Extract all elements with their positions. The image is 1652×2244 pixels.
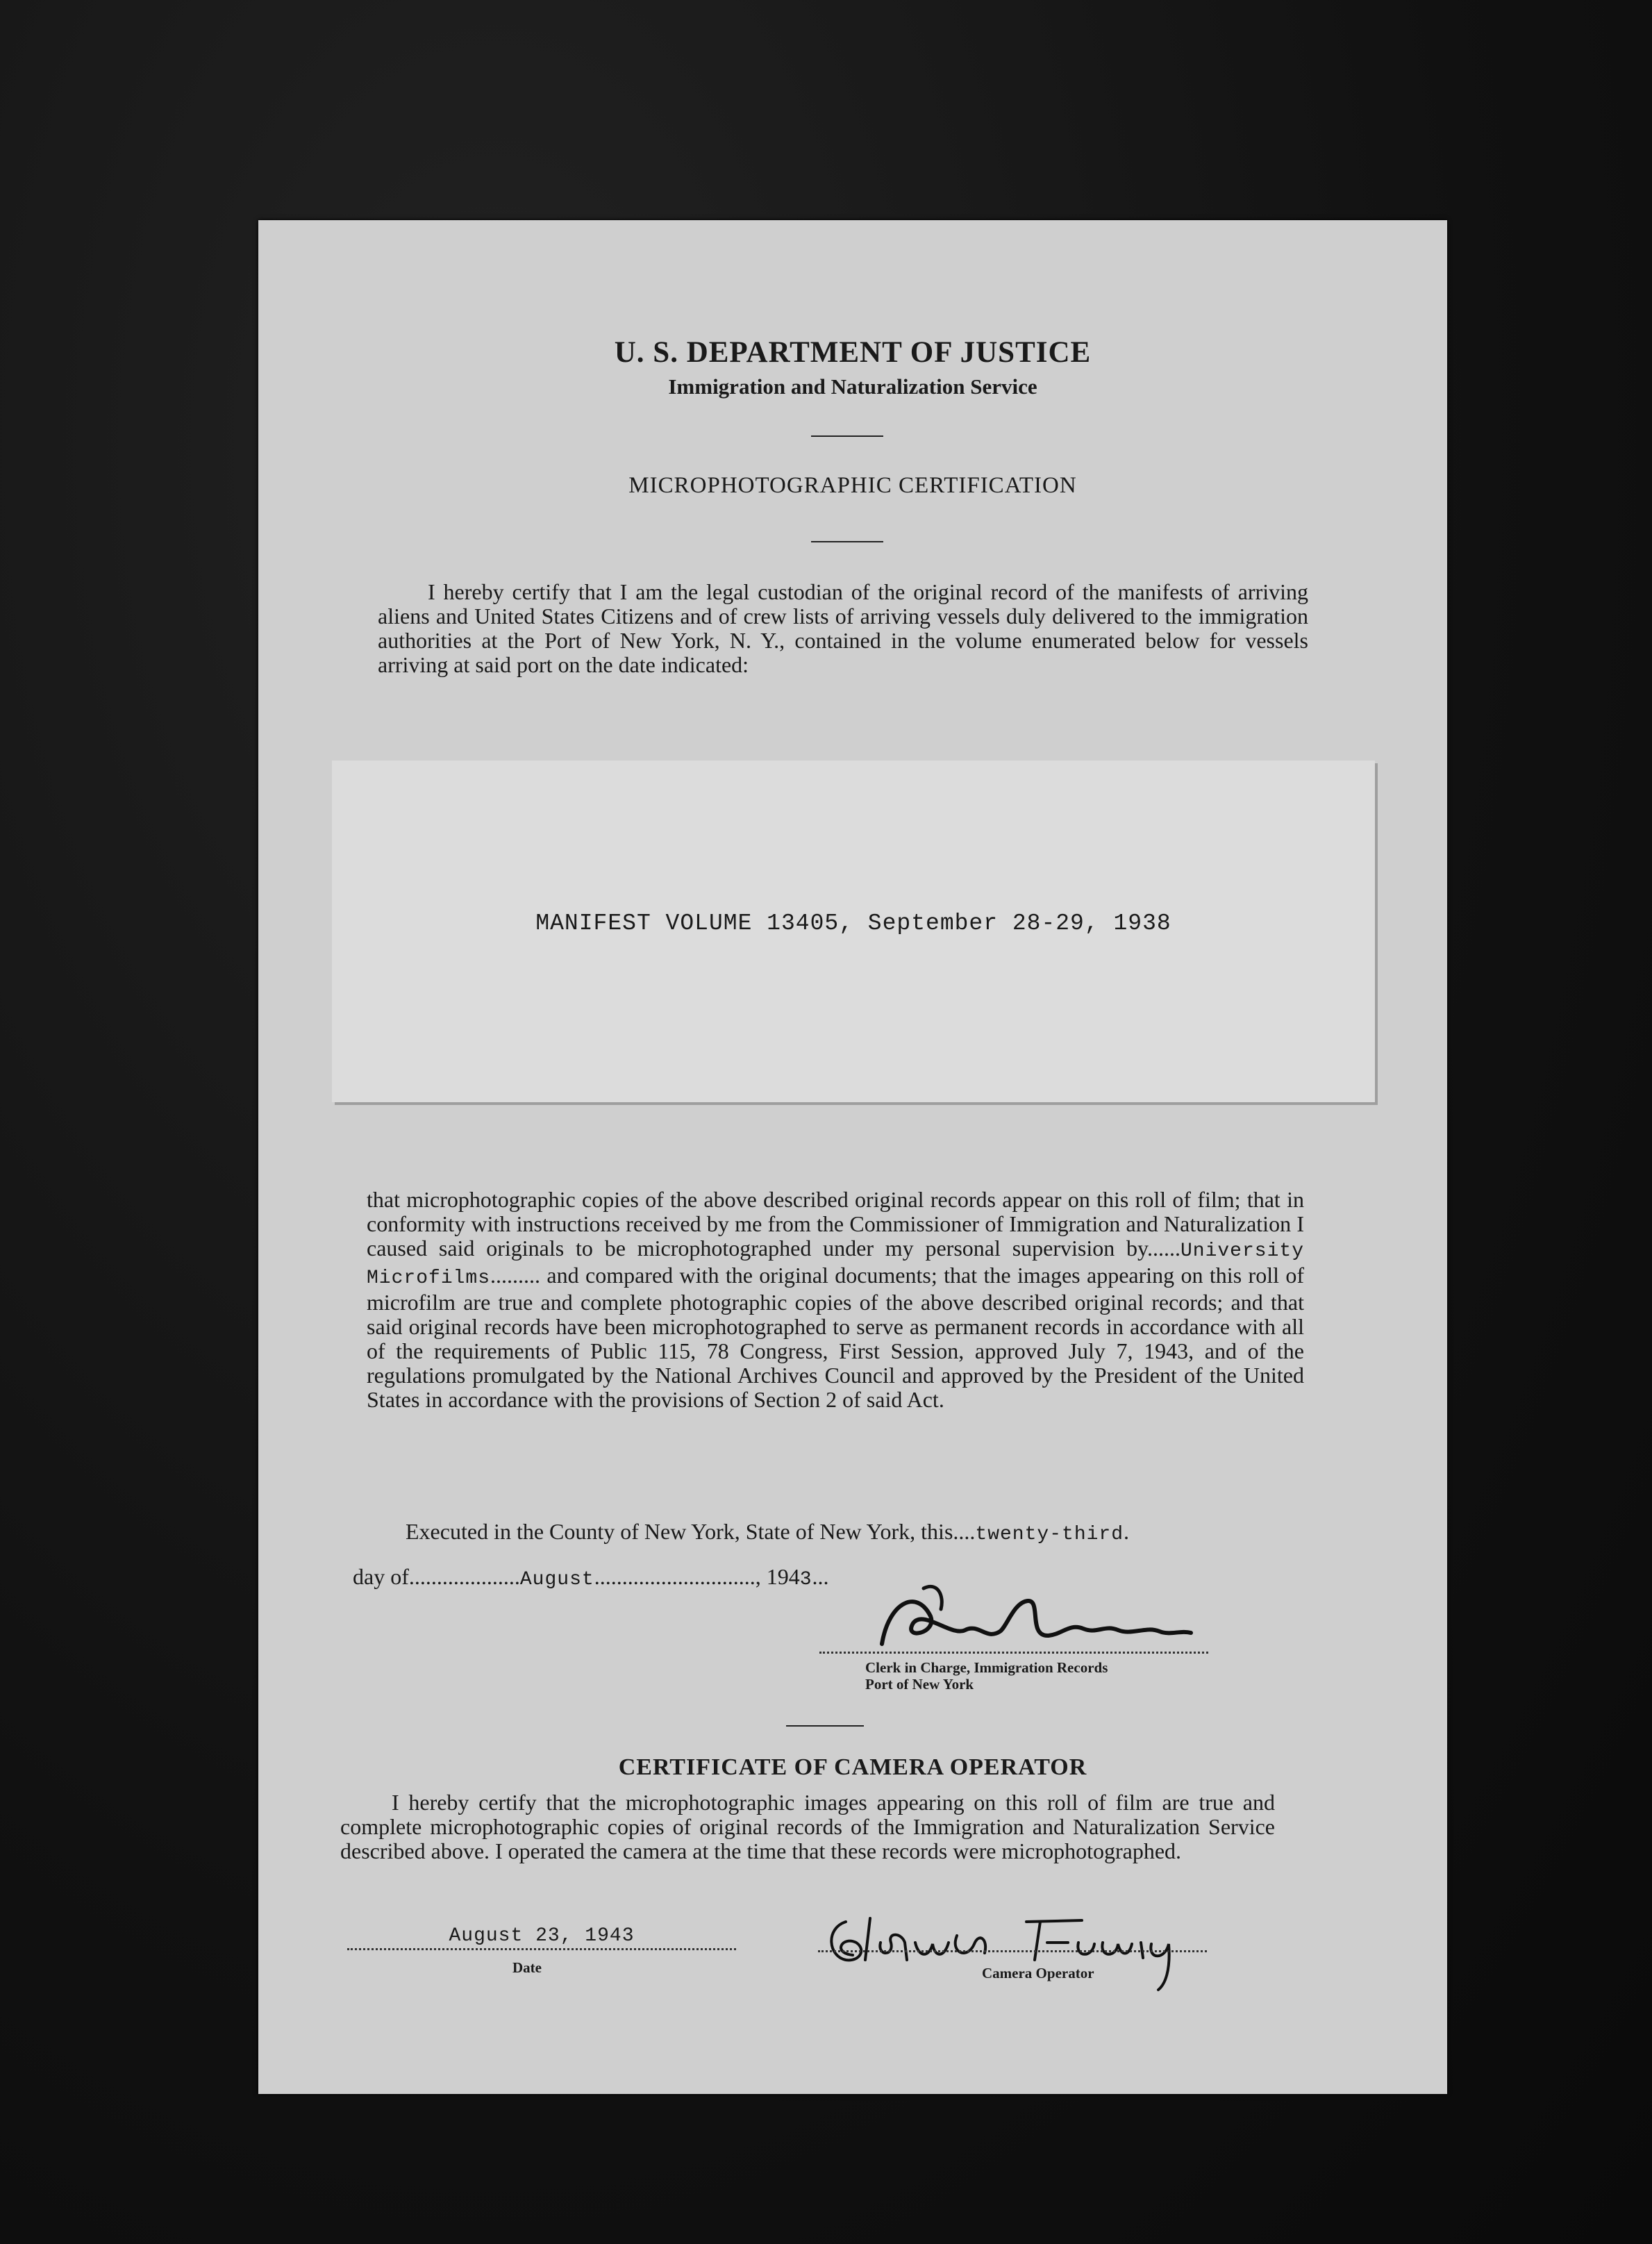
execution-day: twenty-third <box>975 1524 1124 1545</box>
custodian-statement: I hereby certify that I am the legal custodian of the original record of the manifests of arriving aliens and United States Citizens and of crew lists of arriving vessels duly delivered to the immigration authorities at the Port of New York, N. Y., contained in the volume enumerated below for vessels arriving at said port on the date indicated: <box>378 579 1308 677</box>
volume-slip-text: MANIFEST VOLUME 13405, September 28-29, 1938 <box>535 911 1171 936</box>
year-digit: 3 <box>799 1569 812 1590</box>
conformity-statement <box>367 1188 1304 1412</box>
dotted-leader: .................... <box>408 1564 520 1589</box>
camera-operator-line <box>818 1950 1207 1952</box>
day-of-line <box>353 1564 829 1590</box>
execution-month: August <box>519 1569 594 1590</box>
camera-certificate-text: I hereby certify that the microphotographic images appearing on this roll of film are true and complete microphotographic copies of original records of the Immigration and Naturalization Service described above. I operated the camera at the time that these records were microphotographed. <box>340 1790 1275 1863</box>
dotted-leader: ... <box>812 1564 829 1589</box>
execution-text: Executed in the County of New York, State of New York, this <box>406 1519 953 1544</box>
clerk-title-line: Clerk in Charge, Immigration Records <box>865 1659 1108 1676</box>
clerk-title <box>865 1659 1108 1693</box>
dotted-leader: .... <box>953 1519 976 1544</box>
execution-line: Executed in the County of New York, State of New York, this....twenty-third. <box>406 1519 1130 1545</box>
dotted-leader: ...... <box>1146 1236 1180 1261</box>
dotted-leader: ......... <box>490 1263 541 1288</box>
clerk-signature-line <box>819 1652 1208 1654</box>
clerk-signature <box>875 1574 1194 1658</box>
clerk-title-line: Port of New York <box>865 1676 974 1693</box>
divider-rule <box>811 435 883 437</box>
supervisor-name: University Microfilms <box>367 1240 1304 1289</box>
certificate-date: August 23, 1943 <box>347 1925 736 1950</box>
year-prefix: , 194 <box>755 1564 800 1589</box>
dotted-leader: ............................. <box>594 1564 756 1589</box>
camera-operator-label: Camera Operator <box>982 1965 1094 1981</box>
conformity-text-before: that microphotographic copies of the above described original records appear on this roll of film; that in conformity with instructions received by me from the Commissioner of Immigration and Naturalization I caused said originals to be microphotographed under my personal supervision by <box>367 1187 1304 1261</box>
divider-rule <box>786 1725 864 1727</box>
conformity-text-after: and compared with the original documents; that the images appearing on this roll of microfilm are true and complete photographic copies of the above described original records; and that said original records have been microphotographed to serve as permanent records in accordance with all of the requirements of Public 115, 78 Congress, First Session, approved July 7, 1943, and of the regulations promulgated by the National Archives Council and approved by the President of the United States in accordance with the provisions of Section 2 of said Act. <box>367 1263 1305 1412</box>
form-title: MICROPHOTOGRAPHIC CERTIFICATION <box>628 473 1077 498</box>
camera-certificate-title: CERTIFICATE OF CAMERA OPERATOR <box>618 1754 1087 1780</box>
day-of-label: day of <box>353 1564 409 1589</box>
service-subheading: Immigration and Naturalization Service <box>668 374 1037 399</box>
volume-slip <box>332 761 1375 1102</box>
divider-rule <box>811 541 883 542</box>
department-heading: U. S. DEPARTMENT OF JUSTICE <box>614 336 1092 369</box>
certificate-sheet <box>258 220 1447 2094</box>
date-label: Date <box>512 1959 542 1976</box>
